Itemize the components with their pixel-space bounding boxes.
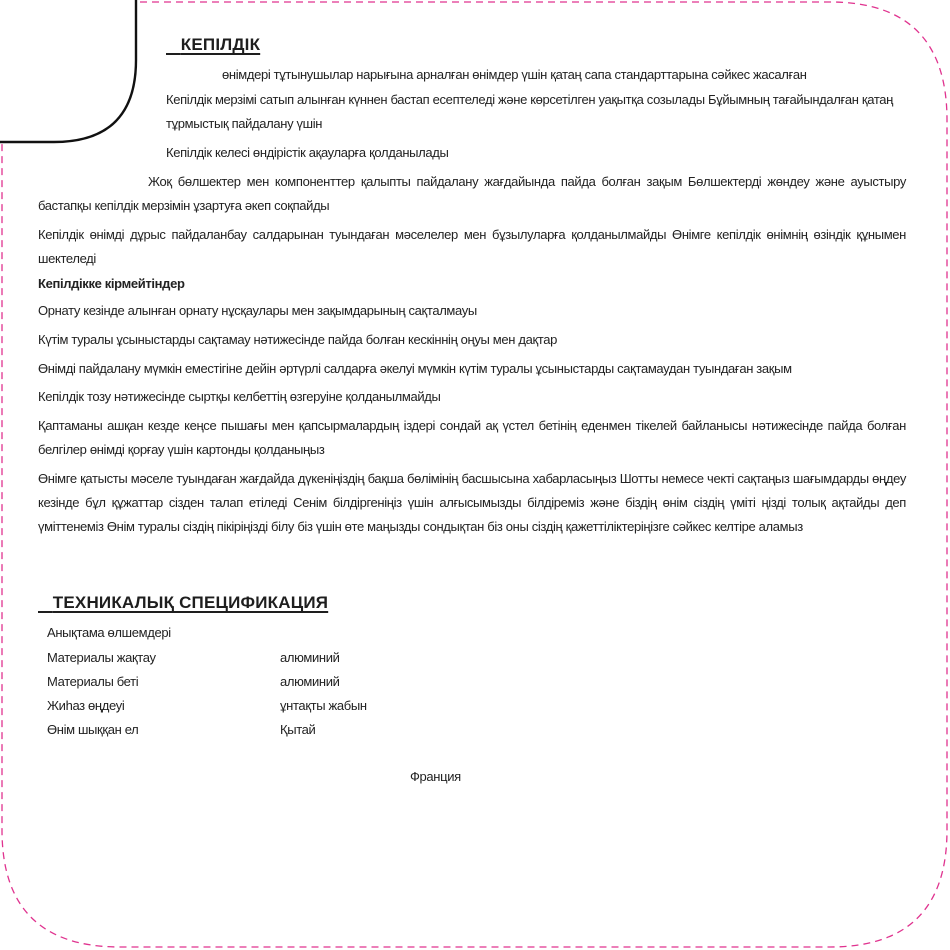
spec-label: Жиһаз өңдеуі bbox=[47, 698, 125, 713]
corner-cut-mark bbox=[0, 0, 150, 150]
spec-value: алюминий bbox=[280, 650, 340, 665]
spec-row bbox=[47, 646, 467, 670]
spec-value: ұнтақты жабын bbox=[280, 698, 367, 713]
spec-dimensions-label: Анықтама өлшемдері bbox=[47, 625, 171, 640]
warranty-parts: Жоқ бөлшектер мен компоненттер қалыпты пайдалану жағдайында пайда болған зақым Бөлшектерді жөндеу және ауыстыру бастапқы кепілдік мерзімін ұзартуға әкеп соқпайды bbox=[38, 174, 906, 213]
warranty-period: Кепілдік мерзімі сатып алынған күннен бастап есептеледі және көрсетілген уақытқа созылады Бұйымның тағайындалған қатаң тұрмыстық пайдалану үшін bbox=[166, 92, 893, 131]
exclusion-item: Қаптаманы ашқан кезде кеңсе пышағы мен қапсырмалардың іздері сондай ақ үстел бетінің еденмен тікелей байланысы нәтижесінде пайда болған белгілер өнімді қорғау үшін картонды қолданыңыз bbox=[38, 418, 906, 457]
spec-label: Материалы беті bbox=[47, 674, 139, 689]
warranty-contact: Өнімге қатысты мәселе туындаған жағдайда дүкеніңіздің бақша бөлімінің басшысына хабарласыңыз Шотты немесе чекті сақтаңыз шағымдарды өңдеу кезінде бұл құжаттар сізден талап етіледі Сенім білдіргеніңіз үшін алғысымызды білдіреміз және біздің өнім сіздің үміті ңізді толық ақтайды деп үміттенеміз Өнім туралы сіздің пікіріңізді білу біз үшін өте маңызды сондықтан біз оны сіздің қажеттіліктеріңізге сәйкес келтіре аламыз bbox=[38, 471, 906, 534]
warranty-heading: КЕПІЛДІК bbox=[180, 35, 261, 54]
specs-heading: ТЕХНИКАЛЫҚ СПЕЦИФИКАЦИЯ bbox=[52, 593, 329, 612]
warranty-intro: өнімдері тұтынушылар нарығына арналған өнімдер үшін қатаң сапа стандарттарына сәйкес жасалған bbox=[222, 67, 807, 82]
spec-row bbox=[47, 694, 467, 718]
exclusion-item: Күтім туралы ұсыныстарды сақтамау нәтижесінде пайда болған кескіннің оңуы мен дақтар bbox=[38, 332, 558, 347]
exclusions-heading: Кепілдікке кірмейтіндер bbox=[38, 276, 185, 291]
spec-label: Материалы жақтау bbox=[47, 650, 156, 665]
spec-row bbox=[47, 718, 467, 742]
footer-country: Франция bbox=[410, 769, 461, 784]
exclusion-item: Кепілдік тозу нәтижесінде сыртқы келбеттің өзгеруіне қолданылмайды bbox=[38, 389, 441, 404]
spec-value: Қытай bbox=[280, 722, 316, 737]
spec-label: Өнім шыққан ел bbox=[47, 722, 139, 737]
warranty-misuse: Кепілдік өнімді дұрыс пайдаланбау салдарынан туындаған мәселелер мен бұзылуларға қолданылмайды Өнімге кепілдік өнімнің өзіндік құнымен шектеледі bbox=[38, 227, 906, 266]
exclusion-item: Өнімді пайдалану мүмкін еместігіне дейін әртүрлі салдарға әкелуі мүмкін күтім туралы ұсыныстарды сақтамаудан туындаған зақым bbox=[38, 361, 792, 376]
exclusion-item: Орнату кезінде алынған орнату нұсқаулары мен зақымдарының сақталмауы bbox=[38, 303, 477, 318]
warranty-defects: Кепілдік келесі өндірістік ақауларға қолданылады bbox=[166, 145, 449, 160]
spec-value: алюминий bbox=[280, 674, 340, 689]
spec-row bbox=[47, 670, 467, 694]
